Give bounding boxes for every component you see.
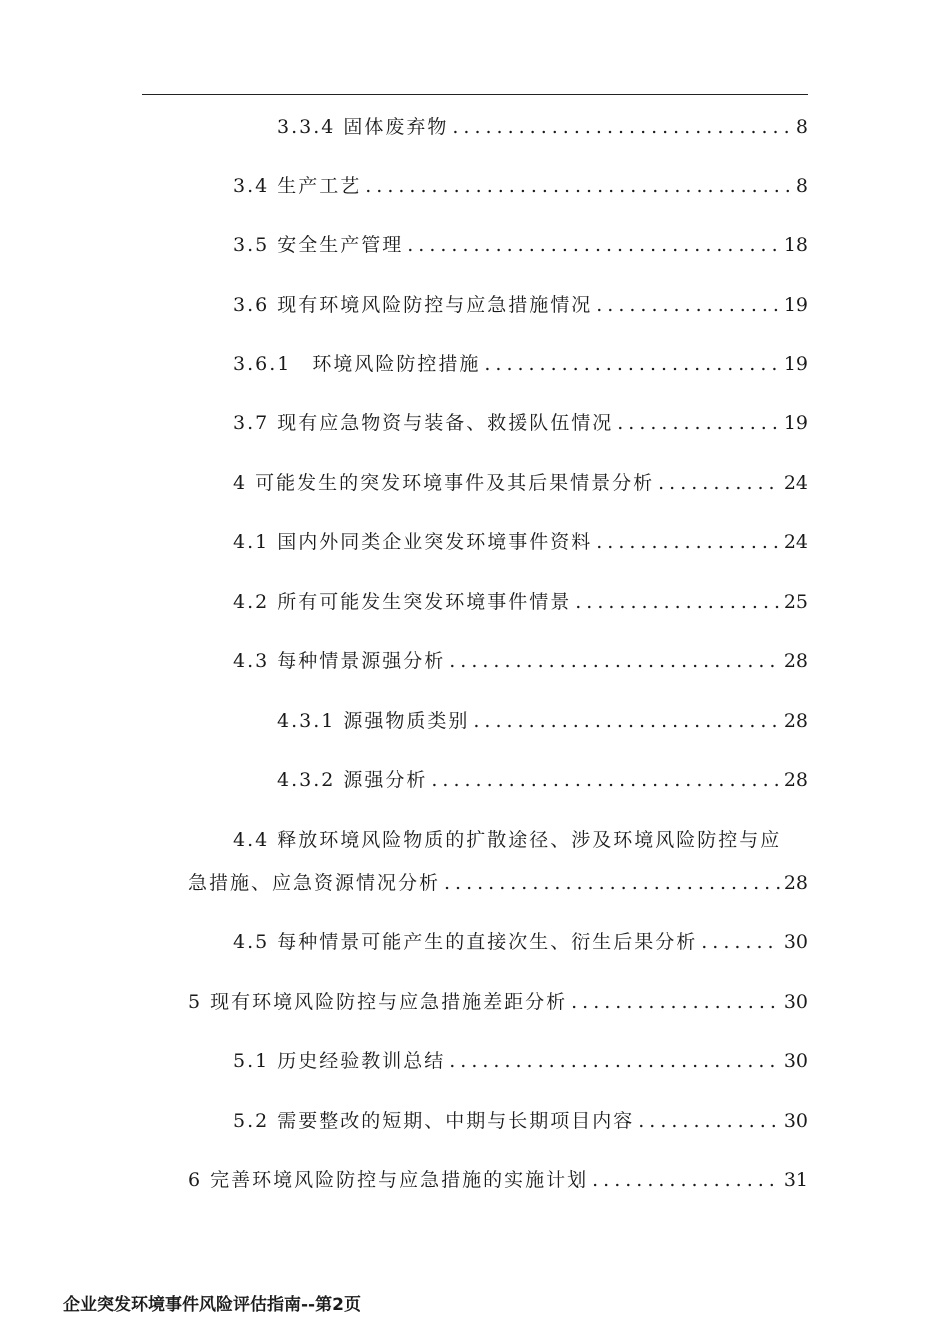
toc-leader-dots: [658, 472, 780, 494]
toc-leader-dots: [571, 991, 780, 1013]
toc-leader-dots: [484, 353, 779, 375]
toc-entry[interactable]: [233, 349, 808, 379]
toc-entry-title: 5.1 历史经验教训总结: [233, 1050, 446, 1072]
toc-entry[interactable]: [233, 1106, 808, 1136]
toc-entry-title: 3.6.1 环境风险防控措施: [233, 353, 481, 375]
toc-entry-page: 28: [783, 710, 808, 732]
toc-entry-page: 8: [795, 175, 808, 197]
toc-leader-dots: [365, 175, 792, 197]
toc-leader-dots: [575, 591, 780, 613]
toc-entry[interactable]: [233, 927, 808, 957]
toc-entry-title: 4.1 国内外同类企业突发环境事件资料: [233, 531, 593, 553]
toc-entry-title: 4.3.2 源强分析: [277, 769, 428, 791]
toc-entry-title: 3.5 安全生产管理: [233, 234, 404, 256]
toc-leader-dots: [449, 1050, 780, 1072]
toc-entry-page: 30: [783, 1110, 808, 1132]
toc-leader-dots: [596, 294, 780, 316]
toc-entry[interactable]: [233, 527, 808, 557]
toc-leader-dots: [701, 931, 780, 953]
toc-entry-page: 19: [783, 294, 808, 316]
toc-entry-page: 24: [783, 531, 808, 553]
toc-entry-title: 5 现有环境风险防控与应急措施差距分析: [188, 991, 568, 1013]
toc-entry-page: 19: [783, 353, 808, 375]
toc-entry-page: 8: [795, 116, 808, 138]
toc-leader-dots: [473, 710, 779, 732]
toc-entry-title: 6 完善环境风险防控与应急措施的实施计划: [188, 1169, 589, 1191]
toc-entry[interactable]: [188, 1165, 808, 1195]
toc-leader-dots: [596, 531, 780, 553]
toc-entry[interactable]: [233, 290, 808, 320]
toc-entry-title: 3.4 生产工艺: [233, 175, 362, 197]
toc-entry-title: 3.7 现有应急物资与装备、救援队伍情况: [233, 412, 614, 434]
toc-entry[interactable]: [233, 646, 808, 676]
toc-entry-title: 4.3.1 源强物质类别: [277, 710, 470, 732]
toc-leader-dots: [431, 769, 779, 791]
toc-entry[interactable]: [233, 587, 808, 617]
toc-entry[interactable]: [233, 1046, 808, 1076]
toc-entry-page: 30: [783, 991, 808, 1013]
toc-entry[interactable]: [233, 230, 808, 260]
toc-entry-title: 4.2 所有可能发生突发环境事件情景: [233, 591, 572, 613]
toc-entry-page: 18: [783, 234, 808, 256]
toc-leader-dots: [617, 412, 780, 434]
toc-entry-page: 28: [783, 650, 808, 672]
toc-entry[interactable]: [188, 987, 808, 1017]
toc-leader-dots: [638, 1110, 780, 1132]
toc-entry[interactable]: [233, 171, 808, 201]
toc-entry-title: 3.6 现有环境风险防控与应急措施情况: [233, 294, 593, 316]
toc-leader-dots: [407, 234, 780, 256]
toc-entry[interactable]: [277, 765, 808, 795]
toc-leader-dots: [444, 872, 780, 894]
toc-entry-title: 急措施、应急资源情况分析: [188, 872, 441, 894]
toc-entry[interactable]: [233, 468, 808, 498]
toc-entry-page: 25: [783, 591, 808, 613]
toc-entry-page: 31: [783, 1169, 808, 1191]
toc-entry-page: 28: [783, 769, 808, 791]
toc-entry-page: 24: [783, 472, 808, 494]
toc-leader-dots: [449, 650, 780, 672]
toc-entry[interactable]: [233, 408, 808, 438]
toc-entry[interactable]: [277, 112, 808, 142]
toc-entry-page: 30: [783, 1050, 808, 1072]
page-footer: 企业突发环境事件风险评估指南--第2页: [63, 1295, 361, 1315]
toc-entry-title: 4.3 每种情景源强分析: [233, 650, 446, 672]
toc-entry[interactable]: [188, 868, 808, 898]
toc-entry[interactable]: [277, 706, 808, 736]
toc-leader-dots: [452, 116, 792, 138]
toc-entry-title: 4.5 每种情景可能产生的直接次生、衍生后果分析: [233, 931, 698, 953]
toc-entry-page: 30: [783, 931, 808, 953]
toc-entry-page: 19: [783, 412, 808, 434]
toc-entry-title: 4 可能发生的突发环境事件及其后果情景分析: [233, 472, 655, 494]
toc-entry-page: 28: [783, 872, 808, 894]
toc-entry-title: 5.2 需要整改的短期、中期与长期项目内容: [233, 1110, 635, 1132]
toc-entry-title-line1[interactable]: 4.4 释放环境风险物质的扩散途径、涉及环境风险防控与应: [233, 829, 782, 851]
toc-leader-dots: [592, 1169, 780, 1191]
toc-entry-title: 3.3.4 固体废弃物: [277, 116, 449, 138]
